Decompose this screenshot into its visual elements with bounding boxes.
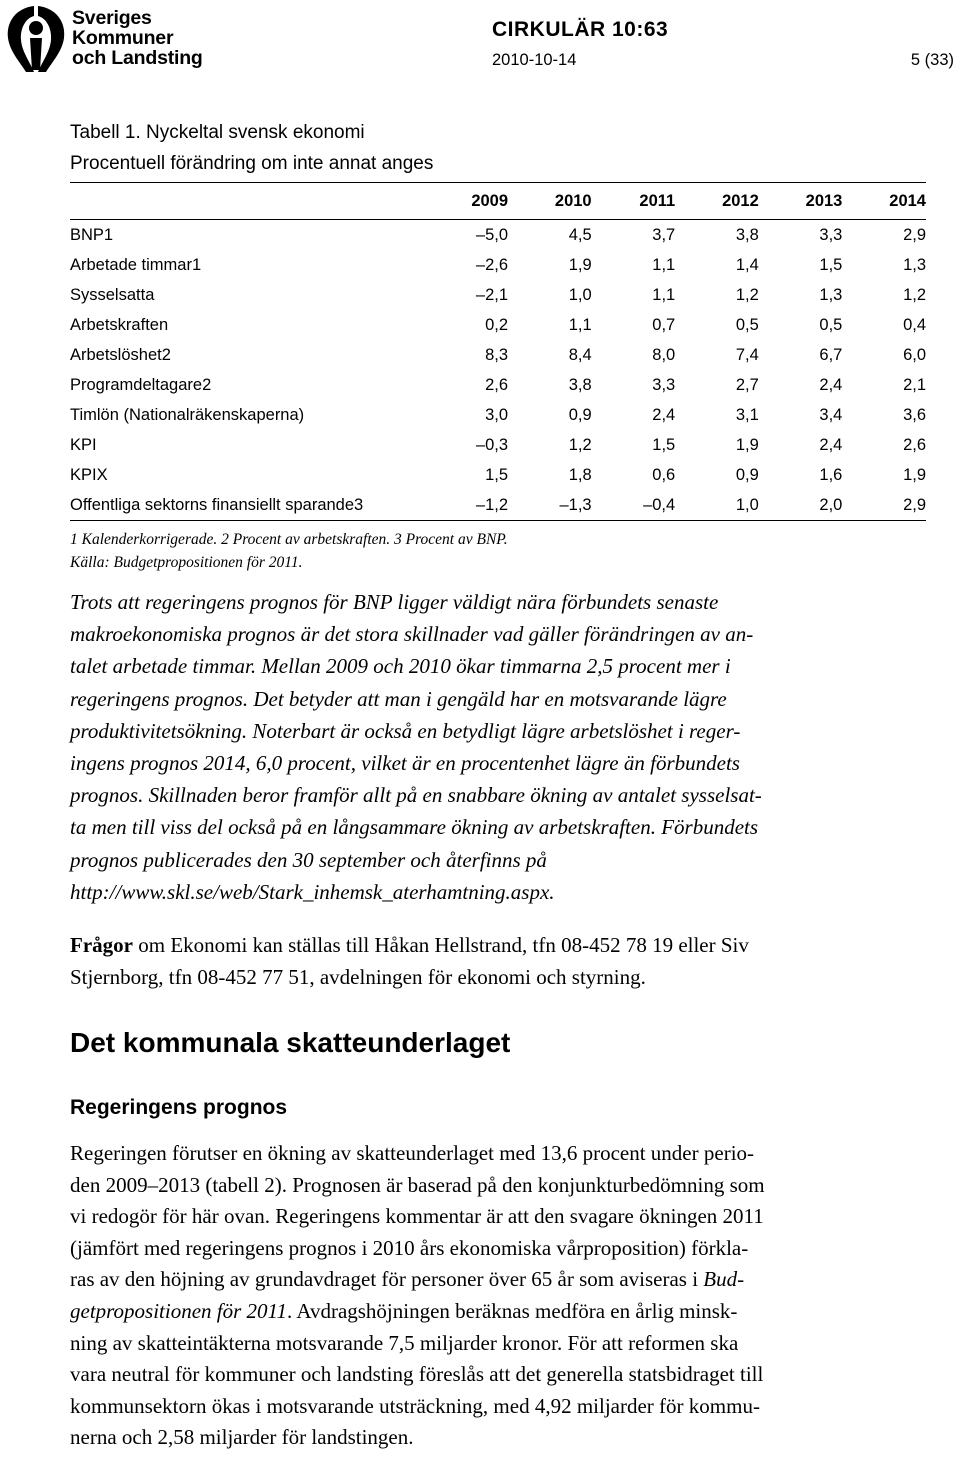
table-title: Tabell 1. Nyckeltal svensk ekonomi <box>70 122 365 143</box>
table-cell: 1,3 <box>819 285 843 304</box>
row-label: Arbetskraften <box>70 315 169 334</box>
year-header: 2011 <box>639 191 676 210</box>
table-cell: 0,2 <box>485 315 509 334</box>
contact-bold-word: Frågor <box>70 933 133 957</box>
table-footnote: 1 Kalenderkorrigerade. 2 Procent av arbetskraften. 3 Procent av BNP. <box>70 531 508 548</box>
table-cell: 1,5 <box>652 435 676 454</box>
table-row <box>70 460 926 490</box>
table-cell: 2,0 <box>819 495 843 514</box>
row-label: BNP1 <box>70 225 114 244</box>
commentary-line: makroekonomiska prognos är det stora skillnader vad gäller förändringen av an- <box>70 622 754 647</box>
commentary-line: ingens prognos 2014, 6,0 procent, vilket är en procentenhet lägre än förbundets <box>70 751 740 776</box>
commentary-line: http://www.skl.se/web/Stark_inhemsk_aterhamtning.aspx. <box>70 879 555 904</box>
table-row <box>70 220 926 251</box>
table-cell: 1,8 <box>568 465 592 484</box>
table-cell: 1,3 <box>903 255 926 274</box>
table-cell: 1,1 <box>652 285 676 304</box>
table-cell: 8,4 <box>568 345 592 364</box>
body-italic-fragment: getpropositionen för 2011 <box>70 1298 287 1323</box>
table-cell: 1,2 <box>568 435 592 454</box>
table-row <box>70 370 926 400</box>
table-cell: –0,3 <box>475 435 509 454</box>
table-cell: 0,4 <box>903 315 926 334</box>
table-cell: –1,2 <box>475 495 509 514</box>
commentary-line: ta men till viss del också på en långsammare ökning av arbetskraften. Förbundets <box>70 815 759 840</box>
table-cell: 1,0 <box>568 285 592 304</box>
circular-title: CIRKULÄR 10:63 <box>492 18 669 41</box>
table-header-row <box>70 183 926 220</box>
table-cell: 1,5 <box>819 255 843 274</box>
table-row <box>70 310 926 340</box>
table-cell: 0,5 <box>819 315 843 334</box>
table-cell: 1,1 <box>568 315 592 334</box>
table-cell: 2,6 <box>903 435 926 454</box>
year-header: 2013 <box>805 191 843 210</box>
table-source: Källa: Budgetpropositionen för 2011. <box>70 554 303 571</box>
table-cell: 2,1 <box>903 375 926 394</box>
year-header: 2009 <box>471 191 509 210</box>
row-label: Timlön (Nationalräkenskaperna) <box>70 405 305 424</box>
table-cell: 1,9 <box>568 255 592 274</box>
table-cell: –2,1 <box>475 285 509 304</box>
table-cell: 1,9 <box>903 465 926 484</box>
skl-logo <box>4 4 203 74</box>
body-line-text: . Avdragshöjningen beräknas medföra en årlig minsk- <box>287 1298 738 1323</box>
table-cell: 3,4 <box>819 405 843 424</box>
table-cell: 2,7 <box>735 375 759 394</box>
body-line <box>70 1296 930 1328</box>
commentary-line: talet arbetade timmar. Mellan 2009 och 2010 ökar timmarna 2,5 procent mer i <box>70 654 731 679</box>
table-row <box>70 340 926 370</box>
table-cell: 1,1 <box>652 255 676 274</box>
commentary-line: regeringens prognos. Det betyder att man i gengäld har en motsvarande lägre <box>70 686 727 711</box>
commentary-line: prognos publicerades den 30 september och återfinns på <box>70 847 547 872</box>
table-cell: 3,3 <box>652 375 676 394</box>
table-cell: 0,6 <box>652 465 676 484</box>
section-body <box>70 1138 930 1454</box>
commentary-line: produktivitetsökning. Noterbart är också en betydligt lägre arbetslöshet i reger- <box>70 718 741 743</box>
body-line-text: ras av den höjning av grundavdraget för personer över 65 år som aviseras i <box>70 1267 704 1292</box>
body-line: kommunsektorn ökas i motsvarande utsträckning, med 4,92 miljarder för kommu- <box>70 1393 760 1418</box>
row-label: Offentliga sektorns finansiellt sparande3 <box>70 495 364 514</box>
contact-line-2: Stjernborg, tfn 08-452 77 51, avdelningen för ekonomi och styrning. <box>70 965 646 989</box>
table-cell: –1,3 <box>559 495 592 514</box>
body-line: ning av skatteintäkterna motsvarande 7,5 miljarder kronor. För att reformen ska <box>70 1330 739 1355</box>
logo-line-2: Kommuner <box>72 27 174 49</box>
table-cell: –5,0 <box>475 225 509 244</box>
section-subheading: Regeringens prognos <box>70 1096 288 1119</box>
skl-emblem-icon <box>4 4 68 74</box>
body-line: nerna och 2,58 miljarder för landstingen. <box>70 1425 414 1450</box>
key-figures-table <box>70 182 926 521</box>
table-cell: 6,7 <box>819 345 843 364</box>
table-cell: 2,4 <box>819 435 843 454</box>
table-cell: 8,3 <box>485 345 509 364</box>
table-cell: –2,6 <box>475 255 509 274</box>
logo-line-1: Sveriges <box>72 7 152 29</box>
table-caption <box>70 117 433 179</box>
table-cell: 7,4 <box>735 345 759 364</box>
body-line: Regeringen förutser en ökning av skatteunderlaget med 13,6 procent under perio- <box>70 1141 755 1165</box>
table-cell: 1,0 <box>735 495 759 514</box>
table-cell: 1,5 <box>485 465 509 484</box>
table-cell: 1,4 <box>735 255 759 274</box>
table-cell: 3,6 <box>903 405 926 424</box>
table-cell: 6,0 <box>903 345 926 364</box>
row-label: KPIX <box>70 465 108 484</box>
year-header: 2012 <box>722 191 759 210</box>
year-header: 2014 <box>889 191 926 210</box>
body-italic-fragment: Bud- <box>703 1267 745 1292</box>
table-cell: 3,8 <box>735 225 759 244</box>
table-cell: 2,9 <box>903 225 926 244</box>
year-header: 2010 <box>554 191 592 210</box>
table-cell: 2,4 <box>652 405 676 424</box>
page-number: 5 (33) <box>910 51 954 69</box>
contact-paragraph <box>70 929 749 993</box>
table-cell: 3,8 <box>568 375 592 394</box>
table-cell: 4,5 <box>568 225 592 244</box>
body-line: vi redogör för här ovan. Regeringens kommentar är att den svagare ökningen 2011 <box>70 1204 764 1229</box>
table-row <box>70 280 926 310</box>
table-cell: 2,4 <box>819 375 843 394</box>
table-cell: 1,2 <box>735 285 759 304</box>
row-label: Sysselsatta <box>70 285 155 304</box>
row-label: KPI <box>70 435 97 454</box>
commentary-line: Trots att regeringens prognos för BNP ligger väldigt nära förbundets senaste <box>70 590 719 614</box>
table-cell: 0,5 <box>735 315 759 334</box>
row-label: Arbetslöshet2 <box>70 345 171 364</box>
table-cell: 2,9 <box>903 495 926 514</box>
body-line: (jämfört med regeringens prognos i 2010 års ekonomiska vårproposition) förkla- <box>70 1235 749 1260</box>
table-row <box>70 250 926 280</box>
section-heading: Det kommunala skatteunderlaget <box>70 1027 511 1058</box>
commentary-line: prognos. Skillnaden beror framför allt på en snabbare ökning av antalet sysselsat- <box>70 783 762 808</box>
body-line: den 2009–2013 (tabell 2). Prognosen är baserad på den konjunkturbedömning som <box>70 1172 765 1197</box>
table-cell: 3,0 <box>485 405 509 424</box>
table-cell: 2,6 <box>485 375 509 394</box>
table-cell: 1,2 <box>903 285 926 304</box>
table-cell: 0,7 <box>652 315 676 334</box>
table-cell: 8,0 <box>652 345 676 364</box>
table-cell: 0,9 <box>735 465 759 484</box>
circular-date: 2010-10-14 <box>492 51 577 69</box>
table-cell: 1,9 <box>735 435 759 454</box>
table-row <box>70 400 926 430</box>
table-cell: 0,9 <box>568 405 592 424</box>
row-label: Programdeltagare2 <box>70 375 212 394</box>
table-row <box>70 490 926 521</box>
table-cell: 3,1 <box>735 405 759 424</box>
table-row <box>70 430 926 460</box>
row-label: Arbetade timmar1 <box>70 255 202 274</box>
table-cell: 3,3 <box>819 225 843 244</box>
contact-line-1: om Ekonomi kan ställas till Håkan Hellstrand, tfn 08-452 78 19 eller Siv <box>132 933 749 957</box>
italic-commentary <box>70 586 930 908</box>
logo-line-3: och Landsting <box>72 47 203 69</box>
table-subtitle: Procentuell förändring om inte annat anges <box>70 153 434 174</box>
table-header-label <box>70 183 426 220</box>
body-line <box>70 1264 930 1296</box>
table-notes <box>70 528 508 574</box>
table-cell: 1,6 <box>819 465 843 484</box>
table-cell: 3,7 <box>652 225 676 244</box>
table-cell: –0,4 <box>643 495 676 514</box>
body-line: vara neutral för kommuner och landsting föreslås att det generella statsbidraget till <box>70 1362 764 1387</box>
